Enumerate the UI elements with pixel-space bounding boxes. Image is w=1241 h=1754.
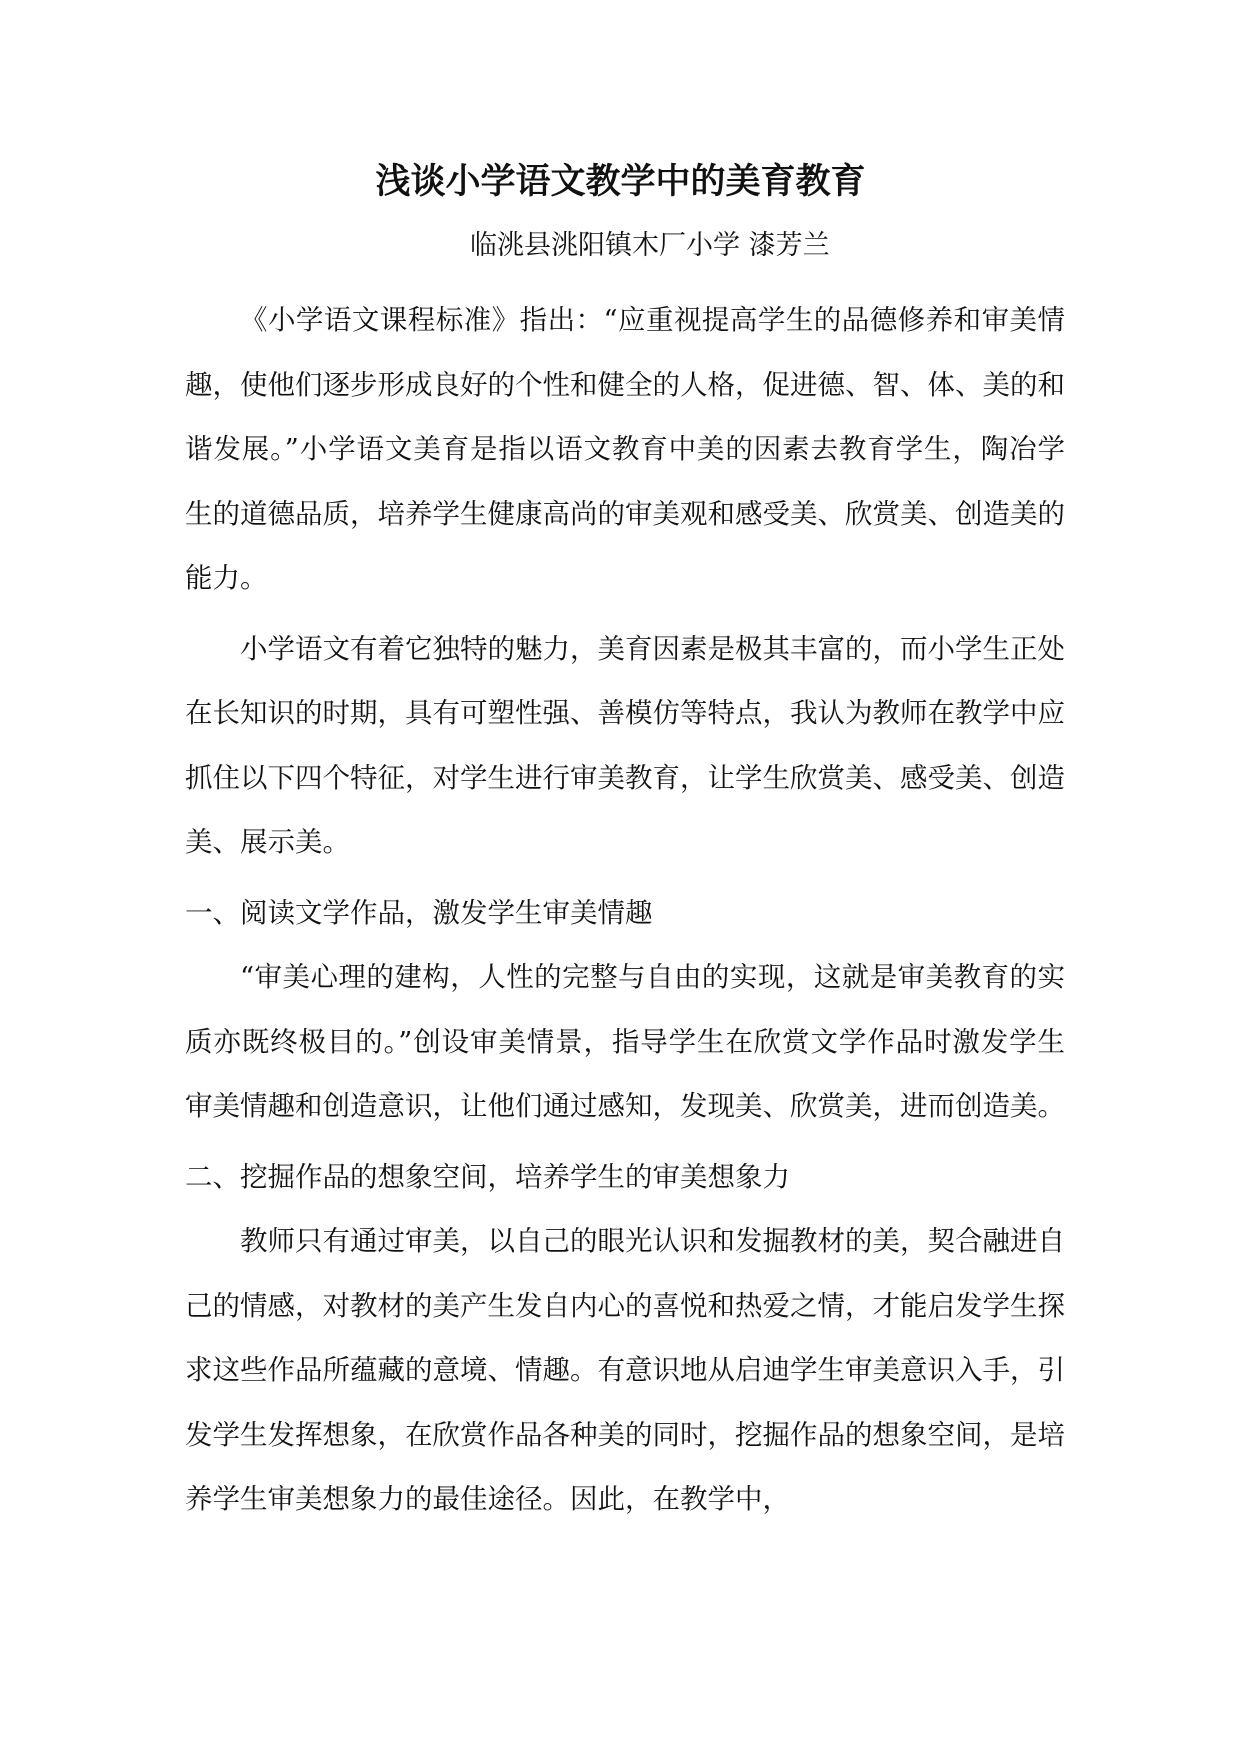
document-title: 浅谈小学语文教学中的美育教育	[375, 161, 866, 202]
document-body	[185, 288, 1065, 1532]
paragraph-section-2: 教师只有通过审美，以自己的眼光认识和发掘教材的美，契合融进自己的情感，对教材的美产生发自内心的喜悦和热爱之情，才能启发学生探求这些作品所蕴藏的意境、情趣。有意识地从启迪学生审美意识入手，引发学生发挥想象，在欣赏作品各种美的同时，挖掘作品的想象空间，是培养学生审美想象力的最佳途径。因此，在教学中，	[185, 1225, 1065, 1515]
author-line: 临洮县洮阳镇木厂小学 漆芳兰	[470, 230, 830, 261]
paragraph-overview: 小学语文有着它独特的魅力，美育因素是极其丰富的，而小学生正处在长知识的时期，具有可塑性强、善模仿等特点，我认为教师在教学中应抓住以下四个特征，对学生进行审美教育，让学生欣赏美、感受美、创造美、展示美。	[185, 632, 1065, 858]
paragraph-intro: 《小学语文课程标准》指出：“应重视提高学生的品德修养和审美情趣，使他们逐步形成良好的个性和健全的人格，促进德、智、体、美的和谐发展。”小学语文美育是指以语文教育中美的因素去教育学生，陶冶学生的道德品质，培养学生健康高尚的审美观和感受美、欣赏美、创造美的能力。	[185, 304, 1065, 594]
section-heading-2: 二、挖掘作品的想象空间，培养学生的审美想象力	[185, 1160, 790, 1193]
paragraph-section-1: “审美心理的建构，人性的完整与自由的实现，这就是审美教育的实质亦既终极目的。”创设审美情景，指导学生在欣赏文学作品时激发学生审美情趣和创造意识，让他们通过感知，发现美、欣赏美，进而创造美。	[185, 961, 1065, 1122]
section-heading-1: 一、阅读文学作品，激发学生审美情趣	[185, 896, 653, 929]
